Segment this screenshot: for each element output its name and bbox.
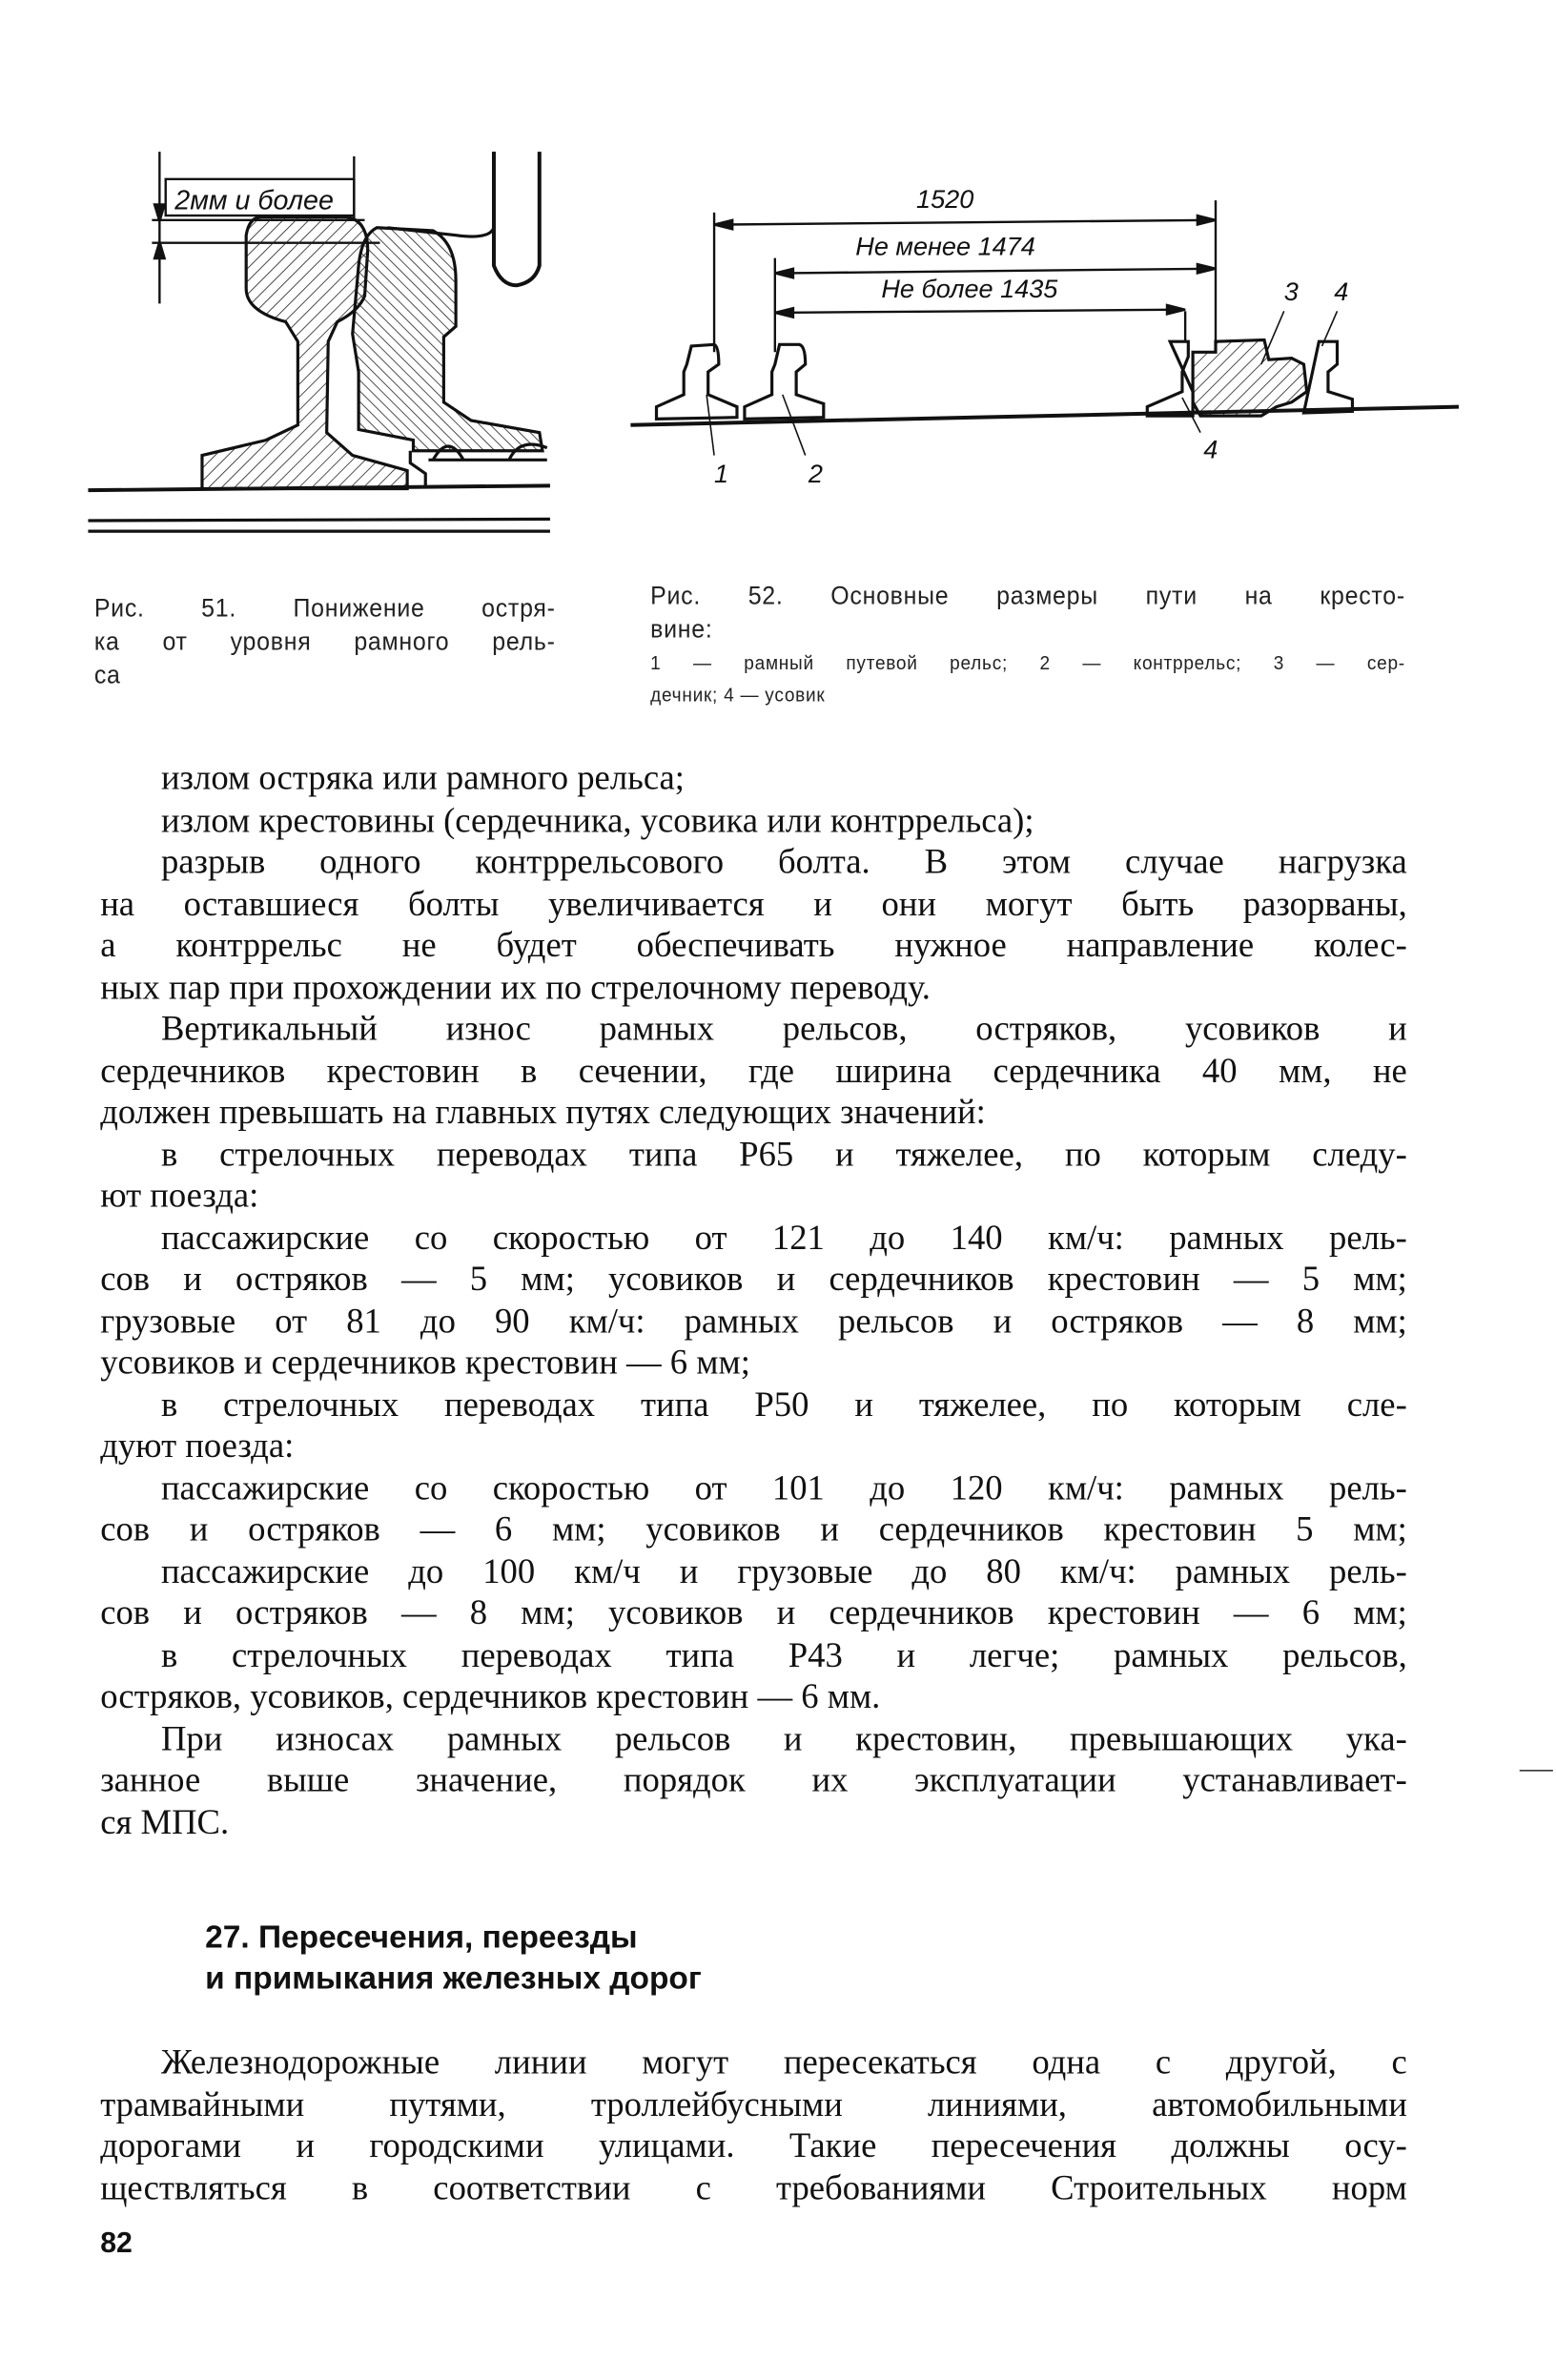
figure-52-drawing: [630, 184, 1459, 488]
text-line: дуют поезда:: [100, 1426, 295, 1466]
caption-line: Рис. 52. Основные размеры пути на кресто-: [650, 581, 1405, 610]
text-line: грузовые от 81 до 90 км/ч: рамных рельсов и остряков — 8 мм;: [100, 1301, 1407, 1340]
text-line: усовиков и сердечников крестовин — 6 мм;: [100, 1343, 750, 1382]
text-line: сов и остряков — 5 мм; усовиков и сердечников крестовин — 5 мм;: [100, 1260, 1407, 1298]
fig52-label-1: 1: [714, 459, 729, 489]
text-line: излом крестовины (сердечника, усовика или контррельса);: [160, 800, 1034, 839]
legend-line: дечник; 4 — усовик: [650, 683, 826, 707]
text-line: в стрелочных переводах типа Р50 и тяжелее, по которым сле-: [160, 1385, 1407, 1424]
margin-mark: [1520, 1770, 1553, 1772]
text-line: сов и остряков — 6 мм; усовиков и сердечников крестовин 5 мм;: [100, 1509, 1407, 1549]
text-line: ют поезда:: [100, 1176, 259, 1215]
text-line: сердечников крестовин в сечении, где ширина сердечника 40 мм, не: [100, 1051, 1407, 1090]
figure-51-drawing: [88, 152, 550, 531]
figure-52-caption: [650, 580, 1405, 710]
text-line: пассажирские со скоростью от 101 до 120 км/ч: рамных рель-: [160, 1468, 1407, 1507]
text-line: ществляться в соответствии с требованиями Строительных норм: [100, 2167, 1407, 2206]
fig51-dimension-label: 2мм и более: [174, 185, 334, 216]
section-heading-line-2: и примыкания железных дорог: [205, 1960, 702, 1997]
text-line: сов и остряков — 8 мм; усовиков и сердечников крестовин — 6 мм;: [100, 1593, 1407, 1632]
text-line: в стрелочных переводах типа Р43 и легче; рамных рельсов,: [160, 1635, 1407, 1673]
text-line: разрыв одного контррельсового болта. В этом случае нагрузка: [160, 842, 1407, 881]
legend-line: 1 — рамный путевой рельс; 2 — контррельс; 3 — сер-: [650, 650, 1405, 674]
text-line: Вертикальный износ рамных рельсов, остряков, усовиков и: [160, 1009, 1407, 1048]
text-line: на оставшиеся болты увеличивается и они могут быть разорваны,: [100, 884, 1407, 923]
text-line: пассажирские до 100 км/ч и грузовые до 80 км/ч: рамных рель-: [160, 1551, 1407, 1590]
fig52-label-2: 2: [808, 459, 823, 489]
text-line: ся МПС.: [100, 1802, 230, 1841]
figure-51-caption: [94, 592, 556, 692]
text-line: а контррельс не будет обеспечивать нужное направление колес-: [100, 925, 1407, 964]
caption-line: са: [93, 660, 121, 689]
dimension-not-more-1435: Не более 1435: [881, 274, 1058, 303]
caption-line: вине:: [650, 614, 713, 644]
dimension-not-less-1474: Не менее 1474: [855, 231, 1035, 261]
dimension-1520: 1520: [916, 184, 974, 215]
fig52-label-3: 3: [1283, 277, 1299, 307]
caption-line: Рис. 51. Понижение остря-: [93, 593, 556, 623]
text-line: дорогами и городскими улицами. Такие пересечения должны осу-: [100, 2126, 1407, 2165]
text-line: излом остряка или рамного рельса;: [160, 758, 686, 797]
fig52-label-4-top: 4: [1334, 277, 1349, 307]
text-line: трамвайными путями, троллейбусными линиями, автомобильными: [100, 2084, 1407, 2124]
text-line: остряков, усовиков, сердечников крестовин — 6 мм.: [100, 1676, 881, 1715]
text-line: занное выше значение, порядок их эксплуатации устанавливает-: [100, 1760, 1407, 1799]
text-line: Железнодорожные линии могут пересекаться одна с другой, с: [160, 2042, 1407, 2082]
page-number: 82: [100, 2227, 133, 2261]
text-line: пассажирские со скоростью от 121 до 140 км/ч: рамных рель-: [160, 1218, 1407, 1257]
text-line: в стрелочных переводах типа Р65 и тяжелее, по которым следу-: [160, 1134, 1407, 1173]
text-line: ных пар при прохождении их по стрелочному переводу.: [100, 967, 931, 1006]
fig52-label-4-bottom: 4: [1203, 434, 1218, 464]
section-heading-line-1: 27. Пересечения, переезды: [205, 1919, 638, 1956]
caption-line: ка от уровня рамного рель-: [93, 626, 556, 656]
text-line: должен превышать на главных путях следующих значений:: [100, 1093, 986, 1131]
text-line: При износах рамных рельсов и крестовин, превышающих ука-: [160, 1718, 1407, 1757]
